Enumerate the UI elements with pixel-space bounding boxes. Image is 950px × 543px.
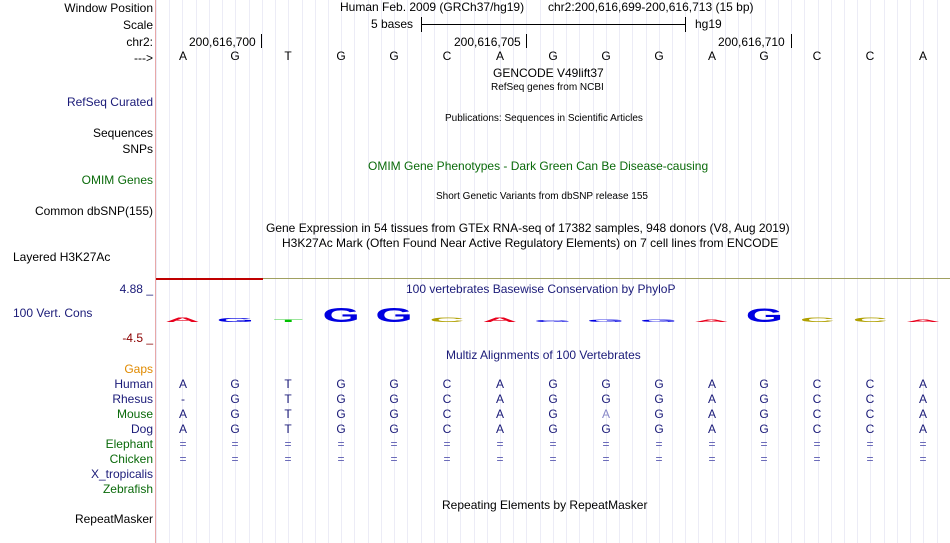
cons-title[interactable]: 100 vertebrates Basewise Conservation by PhyloP bbox=[406, 282, 676, 296]
alignment-base: = bbox=[655, 437, 663, 451]
grid-line bbox=[315, 0, 316, 543]
dbsnp-title[interactable]: Short Genetic Variants from dbSNP release 155 bbox=[436, 191, 648, 202]
species-label-human: Human bbox=[114, 377, 153, 391]
conservation-letter: C bbox=[429, 316, 465, 324]
species-label-dog: Dog bbox=[130, 422, 153, 436]
omim-title[interactable]: OMIM Gene Phenotypes - Dark Green Can Be Disease-causing bbox=[368, 159, 709, 173]
cons-ymax-label: 4.88 _ bbox=[119, 282, 153, 296]
alignment-base: = bbox=[866, 437, 874, 451]
repeatmasker-title[interactable]: Repeating Elements by RepeatMasker bbox=[442, 498, 648, 512]
species-label-x-tropicalis: X_tropicalis bbox=[90, 467, 153, 481]
alignment-base: G bbox=[654, 392, 664, 406]
alignment-base: = bbox=[443, 452, 451, 466]
track-labels bbox=[0, 0, 155, 543]
alignment-base: = bbox=[708, 437, 716, 451]
omim-track-label[interactable]: OMIM Genes bbox=[81, 173, 153, 187]
alignment-base: A bbox=[707, 407, 716, 421]
alignment-base: G bbox=[601, 377, 611, 391]
alignment-base: G bbox=[759, 422, 769, 436]
conservation-letter: A bbox=[905, 318, 941, 323]
alignment-base: T bbox=[284, 377, 292, 391]
grid-line bbox=[156, 0, 157, 543]
alignment-base: C bbox=[442, 377, 452, 391]
publications-title[interactable]: Publications: Sequences in Scientific Articles bbox=[445, 113, 643, 124]
scale-bar-left-tick bbox=[421, 17, 422, 32]
alignment-base: A bbox=[178, 377, 187, 391]
alignment-base: G bbox=[759, 377, 769, 391]
alignment-base: C bbox=[812, 392, 822, 406]
repeatmasker-track-label[interactable]: RepeatMasker bbox=[74, 512, 153, 526]
h3k27ac-track-label[interactable]: Layered H3K27Ac bbox=[13, 250, 111, 264]
scale-bar bbox=[421, 24, 686, 25]
alignment-base: C bbox=[812, 422, 822, 436]
grid-line bbox=[262, 0, 263, 543]
alignment-base: C bbox=[812, 377, 822, 391]
alignment-base: G bbox=[601, 392, 611, 406]
alignment-base: - bbox=[181, 392, 185, 406]
scale-bases-text: 5 bases bbox=[371, 17, 414, 31]
species-label-rhesus: Rhesus bbox=[112, 392, 153, 406]
species-label-zebrafish: Zebrafish bbox=[102, 482, 153, 496]
strand-label: ---> bbox=[134, 51, 153, 65]
conservation-letter: G bbox=[587, 318, 625, 323]
gtex-title[interactable]: Gene Expression in 54 tissues from GTEx RNA-seq of 17382 samples, 948 donors (V8, Aug 2019) bbox=[266, 221, 790, 235]
assembly-text: Human Feb. 2009 (GRCh37/hg19) bbox=[340, 0, 525, 14]
alignment-base: G bbox=[759, 407, 769, 421]
grid-line bbox=[738, 0, 739, 543]
alignment-base: = bbox=[760, 452, 768, 466]
snps-track-label[interactable]: SNPs bbox=[122, 142, 153, 156]
alignment-base: A bbox=[918, 407, 927, 421]
alignment-base: A bbox=[918, 422, 927, 436]
alignment-base: = bbox=[284, 452, 292, 466]
chrom-label: chr2: bbox=[126, 35, 153, 49]
conservation-letter: A bbox=[694, 318, 729, 323]
alignment-base: G bbox=[654, 407, 664, 421]
position-range-text: chr2:200,616,699-200,616,713 (15 bp) bbox=[548, 0, 754, 14]
cons-track-label[interactable]: 100 Vert. Cons bbox=[13, 306, 93, 320]
scale-bar-right-tick bbox=[685, 17, 686, 32]
alignment-base: C bbox=[865, 377, 875, 391]
alignment-base: = bbox=[284, 437, 292, 451]
alignment-base: = bbox=[602, 437, 610, 451]
alignment-base: C bbox=[442, 392, 452, 406]
alignment-base: A bbox=[918, 392, 927, 406]
alignment-base: = bbox=[549, 452, 557, 466]
grid-line bbox=[844, 0, 845, 543]
alignment-base: C bbox=[442, 422, 452, 436]
alignment-base: G bbox=[389, 377, 399, 391]
alignment-base: = bbox=[760, 437, 768, 451]
conservation-letter: G bbox=[216, 317, 255, 324]
base: C bbox=[812, 49, 822, 63]
dbsnp-track-label[interactable]: Common dbSNP(155) bbox=[34, 204, 153, 218]
gaps-label: Gaps bbox=[124, 362, 153, 376]
alignment-base: = bbox=[231, 452, 239, 466]
base: G bbox=[548, 49, 558, 63]
ruler-label-3: 200,616,710 bbox=[718, 35, 785, 49]
alignment-base: = bbox=[496, 452, 504, 466]
alignment-base: G bbox=[336, 392, 346, 406]
alignment-base: G bbox=[389, 392, 399, 406]
base: A bbox=[918, 49, 927, 63]
alignment-base: G bbox=[230, 407, 240, 421]
conservation-letter: G bbox=[322, 304, 360, 327]
alignment-base: A bbox=[707, 422, 716, 436]
cons-ymin-label: -4.5 _ bbox=[122, 331, 153, 345]
h3k27ac-signal-red bbox=[156, 278, 263, 280]
alignment-base: = bbox=[443, 437, 451, 451]
alignment-base: A bbox=[495, 422, 504, 436]
alignment-base: G bbox=[336, 422, 346, 436]
alignment-base: C bbox=[442, 407, 452, 421]
ruler-label-2: 200,616,705 bbox=[454, 35, 521, 49]
scale-label: Scale bbox=[122, 18, 153, 32]
alignment-base: G bbox=[548, 407, 558, 421]
scale-db-text: hg19 bbox=[695, 17, 722, 31]
alignment-base: G bbox=[548, 392, 558, 406]
alignment-base: = bbox=[919, 437, 927, 451]
alignment-base: = bbox=[179, 437, 187, 451]
ruler-tick-3 bbox=[791, 34, 792, 48]
alignment-base: A bbox=[918, 377, 927, 391]
alignment-base: = bbox=[337, 452, 345, 466]
alignment-base: G bbox=[230, 392, 240, 406]
alignment-base: T bbox=[284, 392, 292, 406]
conservation-letter: A bbox=[482, 316, 518, 324]
alignment-base: = bbox=[496, 437, 504, 451]
grid-line bbox=[897, 0, 898, 543]
alignment-base: = bbox=[549, 437, 557, 451]
alignment-base: G bbox=[548, 422, 558, 436]
alignment-base: C bbox=[812, 407, 822, 421]
base: G bbox=[654, 49, 664, 63]
alignment-base: G bbox=[336, 407, 346, 421]
alignment-base: G bbox=[548, 377, 558, 391]
alignment-base: A bbox=[178, 422, 187, 436]
conservation-letter: C bbox=[799, 316, 835, 324]
alignment-base: A bbox=[495, 392, 504, 406]
ruler-tick-2 bbox=[526, 34, 527, 48]
alignment-base: A bbox=[601, 407, 610, 421]
alignment-base: C bbox=[865, 422, 875, 436]
alignment-base: = bbox=[708, 452, 716, 466]
conservation-letter: G bbox=[745, 304, 784, 327]
alignment-base: = bbox=[337, 437, 345, 451]
base: A bbox=[178, 49, 187, 63]
alignment-base: A bbox=[707, 377, 716, 391]
grid-line bbox=[474, 0, 475, 543]
refseq-title[interactable]: RefSeq genes from NCBI bbox=[491, 82, 604, 93]
conservation-logo bbox=[156, 298, 950, 332]
base: G bbox=[230, 49, 240, 63]
conservation-letter: A bbox=[165, 316, 200, 324]
alignment-base: G bbox=[654, 377, 664, 391]
alignment-base: = bbox=[231, 437, 239, 451]
base: G bbox=[601, 49, 611, 63]
alignment-base: T bbox=[284, 422, 292, 436]
conservation-letter: T bbox=[273, 318, 303, 323]
alignment-base: = bbox=[602, 452, 610, 466]
conservation-letter: C bbox=[852, 316, 888, 324]
alignment-base: = bbox=[390, 452, 398, 466]
base: G bbox=[389, 49, 399, 63]
conservation-letter: G bbox=[639, 318, 678, 323]
alignment-base: = bbox=[813, 452, 821, 466]
alignment-base: G bbox=[336, 377, 346, 391]
alignment-base: G bbox=[759, 392, 769, 406]
base: C bbox=[442, 49, 452, 63]
alignment-base: = bbox=[390, 437, 398, 451]
conservation-letter: G bbox=[534, 319, 572, 323]
base: T bbox=[284, 49, 292, 63]
alignment-base: A bbox=[707, 392, 716, 406]
grid-line bbox=[421, 0, 422, 543]
alignment-base: T bbox=[284, 407, 292, 421]
species-label-elephant: Elephant bbox=[105, 437, 153, 451]
sequences-track-label[interactable]: Sequences bbox=[92, 126, 153, 140]
alignment-base: G bbox=[389, 407, 399, 421]
alignment-base: = bbox=[179, 452, 187, 466]
gencode-title[interactable]: GENCODE V49lift37 bbox=[493, 66, 604, 80]
alignment-base: C bbox=[865, 392, 875, 406]
base: G bbox=[759, 49, 769, 63]
alignment-base: C bbox=[865, 407, 875, 421]
alignment-base: G bbox=[230, 422, 240, 436]
refseq-track-label[interactable]: RefSeq Curated bbox=[66, 95, 153, 109]
alignment-base: A bbox=[495, 377, 504, 391]
species-label-mouse: Mouse bbox=[116, 407, 153, 421]
alignment-base: = bbox=[655, 452, 663, 466]
species-label-chicken: Chicken bbox=[109, 452, 153, 466]
alignment-base: G bbox=[389, 422, 399, 436]
multiz-title[interactable]: Multiz Alignments of 100 Vertebrates bbox=[446, 348, 641, 362]
base: A bbox=[495, 49, 504, 63]
alignment-base: G bbox=[601, 422, 611, 436]
alignment-base: A bbox=[178, 407, 187, 421]
grid-line bbox=[791, 0, 792, 543]
base: G bbox=[336, 49, 346, 63]
ruler-label-1: 200,616,700 bbox=[189, 35, 256, 49]
alignment-base: = bbox=[866, 452, 874, 466]
alignment-base: G bbox=[654, 422, 664, 436]
alignment-base: = bbox=[813, 437, 821, 451]
grid-line bbox=[685, 0, 686, 543]
window-position-label: Window Position bbox=[64, 1, 153, 15]
grid-line bbox=[632, 0, 633, 543]
base: C bbox=[865, 49, 875, 63]
alignment-base: = bbox=[919, 452, 927, 466]
alignment-base: A bbox=[495, 407, 504, 421]
base: A bbox=[707, 49, 716, 63]
grid-line bbox=[368, 0, 369, 543]
track-image[interactable] bbox=[155, 0, 950, 543]
grid-line bbox=[209, 0, 210, 543]
alignment-base: G bbox=[230, 377, 240, 391]
h3k27ac-signal-olive bbox=[263, 278, 950, 279]
ruler-tick-1 bbox=[261, 34, 262, 48]
h3k27ac-title[interactable]: H3K27Ac Mark (Often Found Near Active Regulatory Elements) on 7 cell lines from ENCODE bbox=[282, 236, 779, 250]
conservation-letter: G bbox=[375, 304, 413, 327]
